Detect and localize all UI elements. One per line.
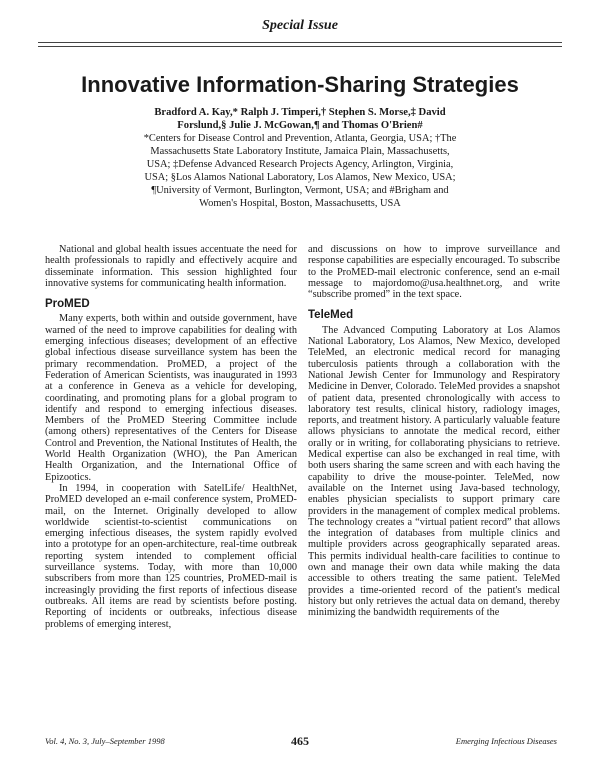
affiliation-line: Women's Hospital, Boston, Massachusetts, USA [199, 198, 401, 210]
author-line-2: Forslund,§ Julie J. McGowan,¶ and Thomas O'Brien# [177, 120, 423, 131]
affiliation-line: *Centers for Disease Control and Prevention, Atlanta, Georgia, USA; †The [143, 133, 457, 144]
telemed-paragraph-1: The Advanced Computing Laboratory at Los Alamos National Laboratory, Los Alamos, New Mexico, developed TeleMed, an electronic medical record for managing tuberculosis patients through a collaboration with the National Jewish Center for Immunology and Respiratory Medicine in Denver, Colorado. TeleMed provides a snapshot of patient data, presented chronologically with access to laboratory test results, clinical history, radiology images, reports, and treatment history. A particularly valuable feature allows physicians to annotate the medical record, either orally or in writing, for collaborating physicians to retrieve. Medical expertise can also be exchanged in real time, with both users sharing the same screen and with each having the capability to drive the mouse-pointer. TeleMed, now available on the Internet using Java-based technology, enables physician specialists to support primary care providers in the management of complex medical problems. The technology creates a “virtual patient record” that allows the integration of databases from multiple clinics and multiple providers across geographically separated areas. This permits individual health-care facilities to continue to own and manage their own data while making the data accessible to others treating the same patient. TeleMed provides a time-oriented record of the patient's medical history but only retrieves the actual data on demand, thereby minimizing the bandwidth requirements of the [308, 324, 560, 619]
footer-journal: Emerging Infectious Diseases [455, 736, 557, 746]
affiliation-line: USA; §Los Alamos National Laboratory, Los Alamos, New Mexico, USA; [144, 172, 456, 184]
section-heading-promed: ProMED [45, 298, 90, 311]
left-column [45, 244, 297, 630]
affiliations [110, 132, 490, 211]
right-column [308, 244, 560, 619]
promed-paragraph-3: and discussions on how to improve surveillance and response capabilities are especially encouraged. To subscribe to the ProMED-mail electronic conference, send an e-mail message to majordomo@usa.healthnet.org, and write “subscribe promed” in the text space. [308, 244, 560, 301]
article-title: Innovative Information-Sharing Strategies [81, 72, 519, 97]
page-number: 465 [291, 734, 309, 748]
author-line-1: Bradford A. Kay,* Ralph J. Timperi,† Stephen S. Morse,‡ David [154, 107, 446, 118]
affiliation-line: ¶University of Vermont, Burlington, Vermont, USA; and #Brigham and [151, 185, 449, 197]
section-header: Special Issue [262, 18, 338, 33]
author-list [110, 106, 490, 132]
affiliation-line: Massachusetts State Laboratory Institute, Jamaica Plain, Massachusetts, [150, 146, 450, 158]
promed-paragraph-2: In 1994, in cooperation with SatelLife/ HealthNet, ProMED developed an e-mail conference system, ProMED-mail, on the Internet. Originally developed to allow worldwide scientist-to-scientist communications on emerging infectious diseases, the system rapidly evolved into a prototype for an open-architecture, real-time outbreak reporting system intended to complement official surveillance systems. Today, with more than 10,000 subscribers from more than 125 countries, ProMED-mail is increasingly providing the first reports of infectious disease outbreaks. All items are read by scientists before posting. Reporting of incidents or outbreaks, infectious disease problems of emerging interest, [45, 482, 297, 630]
promed-paragraph-1: Many experts, both within and outside government, have warned of the need to improve capabilities for dealing with emerging infectious diseases; development of an effective global infectious disease surveillance system has been the primary recommendation. ProMED, a project of the Federation of American Scientists, was inaugurated in 1993 at a conference in Geneva as a vehicle for developing, coordinating, and promoting plans for a global program to identify and respond to emerging infectious diseases. Members of the ProMED Steering Committee include (among others) representatives of the Centers for Disease Control and Prevention, the National Institutes of Health, the World Health Organization (WHO), the Pan American Health Organization, and the International Office of Epizootics. [45, 313, 297, 483]
footer-volume: Vol. 4, No. 3, July–September 1998 [45, 736, 165, 746]
section-heading-telemed: TeleMed [308, 309, 354, 322]
header-rule-top [38, 42, 562, 43]
header-rule-bottom [38, 46, 562, 47]
affiliation-line: USA; ‡Defense Advanced Research Projects Agency, Arlington, Virginia, [146, 159, 454, 171]
intro-paragraph: National and global health issues accentuate the need for health professionals to rapidly and effectively acquire and disseminate information. This session highlighted four innovative systems for communicating health information. [45, 244, 297, 289]
